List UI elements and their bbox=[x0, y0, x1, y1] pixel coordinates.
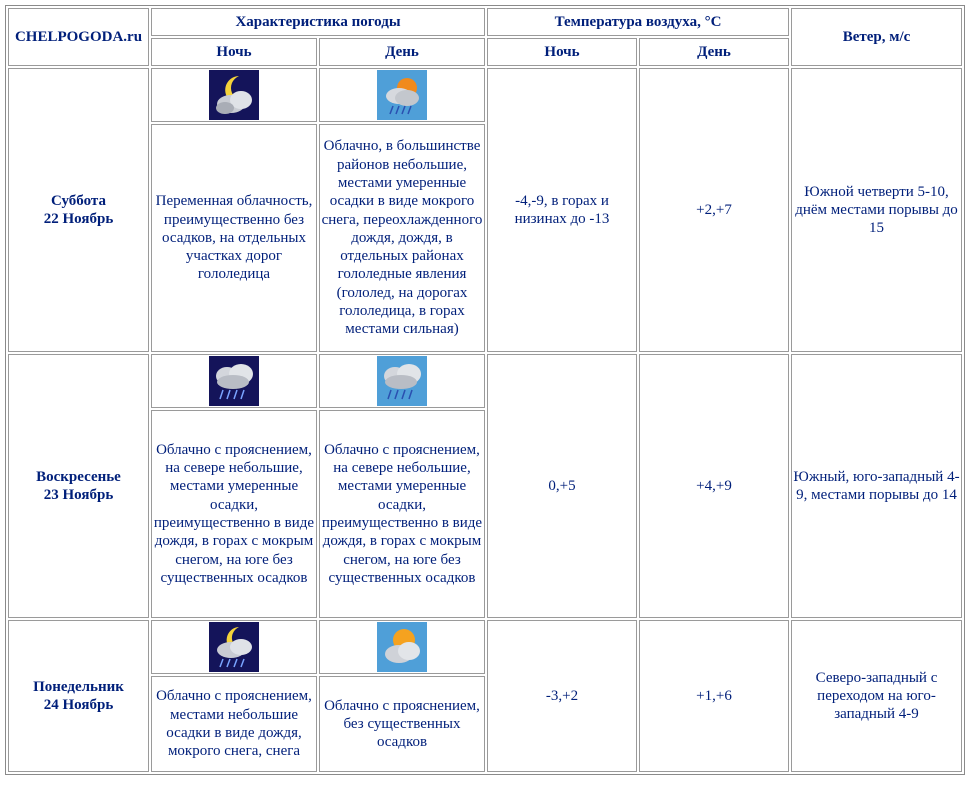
cloud-rain-icon bbox=[209, 356, 259, 406]
date: 23 Ноябрь bbox=[43, 487, 114, 503]
weather-night-header: Ночь bbox=[151, 38, 317, 66]
temp-night-header: Ночь bbox=[487, 38, 637, 66]
forecast-table bbox=[5, 5, 965, 775]
moon-cloud-rain-icon bbox=[209, 622, 259, 672]
weekday: Суббота bbox=[51, 192, 106, 209]
day-icon-cell bbox=[319, 620, 485, 674]
site-name: CHELPOGODA.ru bbox=[8, 8, 149, 66]
day-icon-cell bbox=[319, 354, 485, 408]
night-desc: Облачно с прояснением, на севере небольшие, местами умеренные осадки, преимущественно в виде дождя, в горах с мокрым снегом, на юге без существенных осадков bbox=[151, 410, 317, 618]
weather-char-header: Характеристика погоды bbox=[151, 8, 485, 36]
wind: Южный, юго-западный 4-9, местами порывы до 14 bbox=[791, 354, 962, 618]
sun-cloud-icon bbox=[377, 622, 427, 672]
cloud-rain-icon bbox=[377, 356, 427, 406]
air-temp-header: Температура воздуха, °С bbox=[487, 8, 789, 36]
date: 22 Ноябрь bbox=[43, 211, 114, 227]
weather-day-header: День bbox=[319, 38, 485, 66]
night-icon-cell bbox=[151, 620, 317, 674]
day-desc: Облачно с прояснением, без существенных осадков bbox=[319, 676, 485, 772]
day-label bbox=[8, 620, 149, 772]
date: 24 Ноябрь bbox=[43, 697, 114, 713]
day-label bbox=[8, 68, 149, 352]
sun-cloud-rain-icon bbox=[377, 70, 427, 120]
temp-day: +2,+7 bbox=[639, 68, 789, 352]
night-icon-cell bbox=[151, 354, 317, 408]
temp-night: -4,-9, в горах и низинах до -13 bbox=[487, 68, 637, 352]
weekday: Воскресенье bbox=[36, 468, 121, 485]
temp-night: -3,+2 bbox=[487, 620, 637, 772]
night-desc: Облачно с прояснением, местами небольшие осадки в виде дождя, мокрого снега, снега bbox=[151, 676, 317, 772]
temp-day: +1,+6 bbox=[639, 620, 789, 772]
day-icon-cell bbox=[319, 68, 485, 122]
night-icon-cell bbox=[151, 68, 317, 122]
moon-cloud-icon bbox=[209, 70, 259, 120]
weekday: Понедельник bbox=[33, 678, 124, 695]
day-label bbox=[8, 354, 149, 618]
temp-day: +4,+9 bbox=[639, 354, 789, 618]
temp-night: 0,+5 bbox=[487, 354, 637, 618]
night-desc: Переменная облачность, преимущественно без осадков, на отдельных участках дорог гололедица bbox=[151, 124, 317, 352]
day-desc: Облачно с прояснением, на севере небольшие, местами умеренные осадки, преимущественно в виде дождя, в горах с мокрым снегом, на юге без существенных осадков bbox=[319, 410, 485, 618]
wind: Южной четверти 5-10, днём местами порывы до 15 bbox=[791, 68, 962, 352]
temp-day-header: День bbox=[639, 38, 789, 66]
wind: Северо-западный с переходом на юго-западный 4-9 bbox=[791, 620, 962, 772]
day-desc: Облачно, в большинстве районов небольшие, местами умеренные осадки в виде мокрого снега, переохлажденного дождя, дождя, в отдельных районах гололедные явления (гололед, на дорогах гололедица, в горах местами сильная) bbox=[319, 124, 485, 352]
wind-header: Ветер, м/с bbox=[791, 8, 962, 66]
